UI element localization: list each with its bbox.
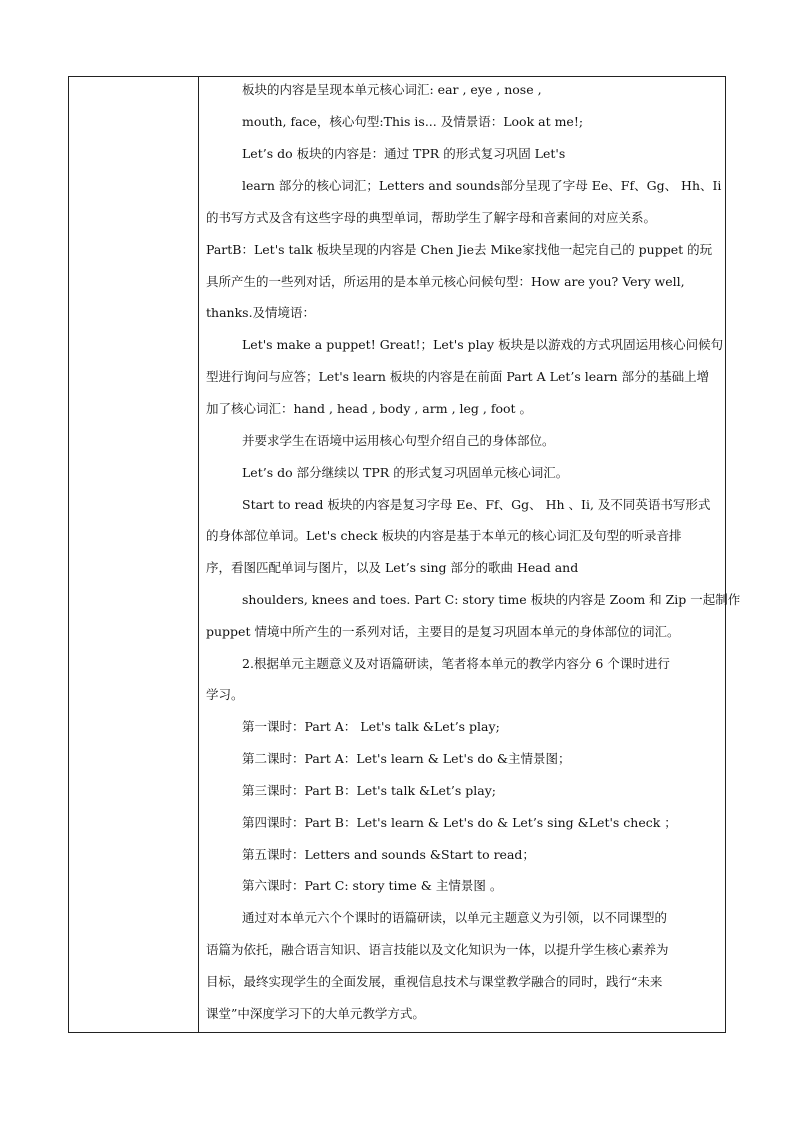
text-line: learn 部分的核心词汇；Letters and sounds部分呈现了字母 Ee、Ff、Gg、 Hh、Ii bbox=[242, 178, 722, 193]
text-line: 并要求学生在语境中运用核心句型介绍自己的身体部位。 bbox=[242, 433, 555, 448]
text-line: 目标，最终实现学生的全面发展，重视信息技术与课堂教学融合的同时，践行“未来 bbox=[206, 974, 663, 989]
label-cell bbox=[69, 77, 199, 1032]
text-line: 型进行询问与应答；Let's learn 板块的内容是在前面 Part A Let’s learn 部分的基础上增 bbox=[206, 369, 710, 384]
text-line: mouth, face，核心句型:This is... 及情景语：Look at me!; bbox=[242, 114, 584, 129]
text-line: 序，看图匹配单词与图片，以及 Let’s sing 部分的歌曲 Head and bbox=[206, 560, 579, 575]
text-line: thanks.及情境语： bbox=[206, 305, 316, 320]
text-line: Let's make a puppet! Great!；Let's play 板块是以游戏的方式巩固运用核心问候句 bbox=[242, 337, 724, 352]
text-line: shoulders, knees and toes. Part C: story time 板块的内容是 Zoom 和 Zip 一起制作 bbox=[242, 592, 741, 607]
text-line: Start to read 板块的内容是复习字母 Ee、Ff、Gg、 Hh 、Ii, 及不同英语书写形式 bbox=[242, 497, 711, 512]
text-line: 2.根据单元主题意义及对语篇研读，笔者将本单元的教学内容分 6 个课时进行 bbox=[242, 656, 670, 671]
text-line: 课堂”中深度学习下的大单元教学方式。 bbox=[206, 1006, 425, 1021]
text-line: 的书写方式及含有这些字母的典型单词，帮助学生了解字母和音素间的对应关系。 bbox=[206, 210, 657, 225]
text-line: 加了核心词汇：hand , head , body , arm , leg , foot 。 bbox=[206, 401, 533, 416]
text-line: 第三课时：Part B：Let's talk &Let’s play; bbox=[242, 783, 496, 798]
text-line: 通过对本单元六个个课时的语篇研读，以单元主题意义为引领，以不同课型的 bbox=[242, 910, 668, 925]
content-cell bbox=[199, 77, 741, 1032]
text-line: 的身体部位单词。Let's check 板块的内容是基于本单元的核心词汇及句型的听录音排 bbox=[206, 528, 682, 543]
document-table bbox=[68, 76, 741, 1033]
text-line: Let’s do 部分继续以 TPR 的形式复习巩固单元核心词汇。 bbox=[242, 465, 569, 480]
text-line: 第五课时：Letters and sounds &Start to read； bbox=[242, 847, 535, 862]
text-line: 第二课时：Part A：Let's learn & Let's do &主情景图； bbox=[242, 751, 571, 766]
text-line: Let’s do 板块的内容是：通过 TPR 的形式复习巩固 Let's bbox=[242, 146, 566, 161]
text-line: 第四课时：Part B：Let's learn & Let's do & Let’s sing &Let's check ； bbox=[242, 815, 677, 830]
text-line: 语篇为依托，融合语言知识、语言技能以及文化知识为一体，以提升学生核心素养为 bbox=[206, 942, 669, 957]
text-line: 具所产生的一些列对话，所运用的是本单元核心问候句型：How are you? Very well, bbox=[206, 274, 685, 289]
text-line: 第一课时：Part A： Let's talk &Let’s play; bbox=[242, 719, 500, 734]
text-line: 板块的内容是呈现本单元核心词汇: ear , eye , nose , bbox=[242, 82, 542, 97]
text-line: puppet 情境中所产生的一系列对话，主要目的是复习巩固本单元的身体部位的词汇。 bbox=[206, 624, 680, 639]
text-line: 第六课时：Part C: story time & 主情景图 。 bbox=[242, 878, 503, 893]
text-line: 学习。 bbox=[206, 687, 244, 702]
text-line: PartB：Let's talk 板块呈现的内容是 Chen Jie去 Mike家找他一起完自己的 puppet 的玩 bbox=[206, 242, 713, 257]
